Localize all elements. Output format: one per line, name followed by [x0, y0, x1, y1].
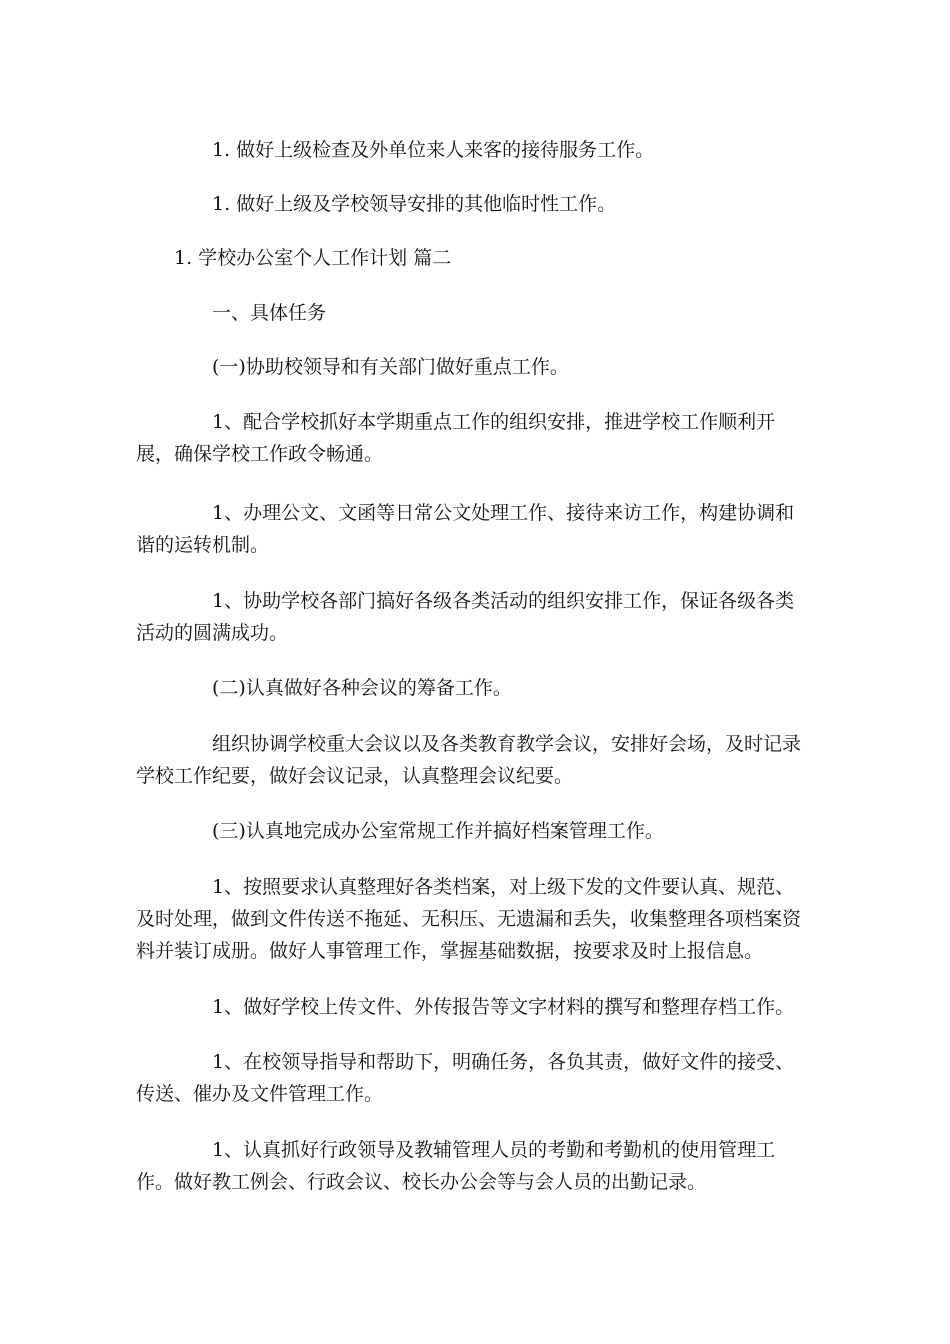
paragraph-7: 1、按照要求认真整理好各类档案，对上级下发的文件要认真、规范、及时处理，做到文件传送不拖延、无积压、无遗漏和丢失，收集整理各项档案资料并装订成册。做好人事管理工作，掌握基础数据，按要求及时上报信息。 [136, 876, 802, 962]
paragraph-task-heading: 一、具体任务 [212, 302, 327, 324]
paragraph-subheading-1: (一)协助校领导和有关部门做好重点工作。 [212, 356, 569, 378]
paragraph-9: 1、在校领导指导和帮助下，明确任务，各负其责，做好文件的接受、传送、催办及文件管理工作。 [136, 1051, 795, 1105]
paragraph-4: 1、办理公文、文函等日常公文处理工作、接待来访工作，构建协调和谐的运转机制。 [136, 502, 795, 556]
paragraph-3: 1、配合学校抓好本学期重点工作的组织安排，推进学校工作顺利开展，确保学校工作政令畅通。 [136, 411, 776, 465]
paragraph-8: 1、做好学校上传文件、外传报告等文字材料的撰写和整理存档工作。 [212, 996, 795, 1018]
paragraph-subheading-2: (二)认真做好各种会议的筹备工作。 [212, 677, 512, 699]
paragraph-subheading-3: (三)认真地完成办公室常规工作并搞好档案管理工作。 [212, 820, 664, 842]
section-heading: 1. 学校办公室个人工作计划 篇二 [174, 247, 452, 269]
paragraph-5: 1、协助学校各部门搞好各级各类活动的组织安排工作，保证各级各类活动的圆满成功。 [136, 590, 795, 644]
paragraph-2: 1. 做好上级及学校领导安排的其他临时性工作。 [212, 193, 617, 215]
paragraph-10: 1、认真抓好行政领导及教辅管理人员的考勤和考勤机的使用管理工作。做好教工例会、行政会议、校长办公会等与会人员的出勤记录。 [136, 1139, 776, 1193]
paragraph-1: 1. 做好上级检查及外单位来人来客的接待服务工作。 [212, 139, 655, 161]
paragraph-6: 组织协调学校重大会议以及各类教育教学会议，安排好会场，及时记录学校工作纪要，做好会议记录，认真整理会议纪要。 [136, 733, 802, 787]
